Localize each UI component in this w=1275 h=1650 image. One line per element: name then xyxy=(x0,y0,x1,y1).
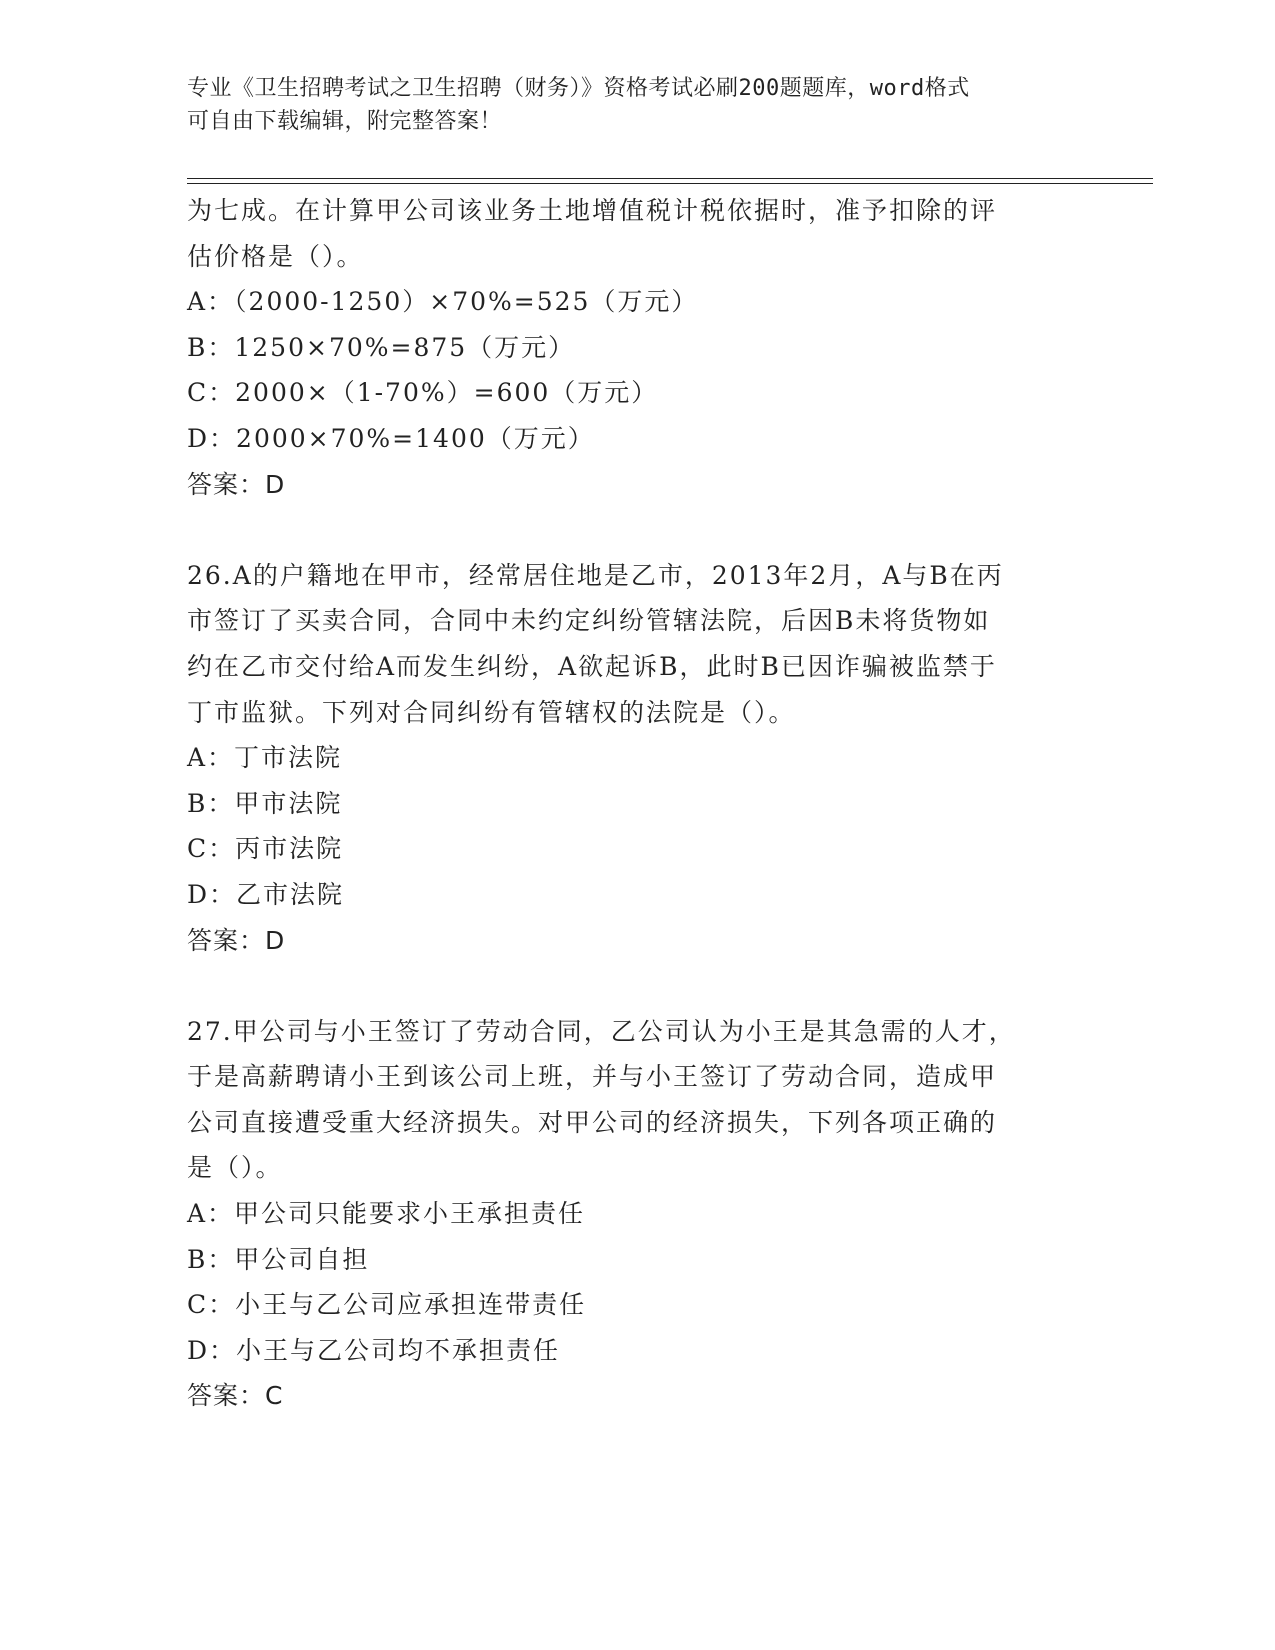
option-c: C：丙市法院 xyxy=(187,834,344,864)
answer-label: 答案：C xyxy=(187,1381,284,1411)
option-a: A：甲公司只能要求小王承担责任 xyxy=(187,1199,586,1229)
header-divider-bottom xyxy=(187,183,1153,184)
question-stem-line: 公司直接遭受重大经济损失。对甲公司的经济损失，下列各项正确的 xyxy=(187,1107,998,1137)
option-c: C：小王与乙公司应承担连带责任 xyxy=(187,1290,587,1320)
question-25-continued xyxy=(187,188,1087,507)
header-divider-top xyxy=(187,178,1153,179)
question-stem-line: 于是高薪聘请小王到该公司上班，并与小王签订了劳动合同，造成甲 xyxy=(187,1062,998,1092)
option-b: B：甲市法院 xyxy=(187,788,343,818)
spacer xyxy=(187,507,1087,553)
option-d: D：小王与乙公司均不承担责任 xyxy=(187,1335,561,1365)
option-c: C：2000×（1-70%）=600（万元） xyxy=(187,378,659,408)
question-26 xyxy=(187,553,1087,963)
question-27 xyxy=(187,1009,1087,1419)
header-title-line-2: 可自由下载编辑，附完整答案！ xyxy=(187,109,503,134)
option-b: B：甲公司自担 xyxy=(187,1244,370,1274)
option-b: B：1250×70%=875（万元） xyxy=(187,332,576,362)
question-stem-line: 市签订了买卖合同，合同中未约定纠纷管辖法院，后因B未将货物如 xyxy=(187,606,991,636)
option-a: A：丁市法院 xyxy=(187,743,343,773)
question-stem-line: 约在乙市交付给A而发生纠纷，A欲起诉B，此时B已因诈骗被监禁于 xyxy=(187,651,997,681)
option-a: A：（2000-1250）×70%=525（万元） xyxy=(187,287,699,317)
option-d: D：乙市法院 xyxy=(187,879,345,909)
header-title-line-1: 专业《卫生招聘考试之卫生招聘（财务）》资格考试必刷200题题库，word格式 xyxy=(187,76,970,101)
question-stem-line: 27.甲公司与小王签订了劳动合同，乙公司认为小王是其急需的人才， xyxy=(187,1016,1016,1046)
question-stem-line: 丁市监狱。下列对合同纠纷有管辖权的法院是（）。 xyxy=(187,697,796,727)
document-header xyxy=(187,72,1087,138)
spacer xyxy=(187,963,1087,1009)
question-stem-line: 是（）。 xyxy=(187,1153,283,1183)
answer-label: 答案：D xyxy=(187,469,286,499)
question-stem-line: 估价格是（）。 xyxy=(187,241,364,271)
question-stem-line: 为七成。在计算甲公司该业务土地增值税计税依据时，准予扣除的评 xyxy=(187,196,998,225)
question-content xyxy=(187,188,1087,1419)
question-stem-line: 26.A的户籍地在甲市，经常居住地是乙市，2013年2月，A与B在丙 xyxy=(187,560,1004,590)
option-d: D：2000×70%=1400（万元） xyxy=(187,423,595,453)
answer-label: 答案：D xyxy=(187,925,286,955)
